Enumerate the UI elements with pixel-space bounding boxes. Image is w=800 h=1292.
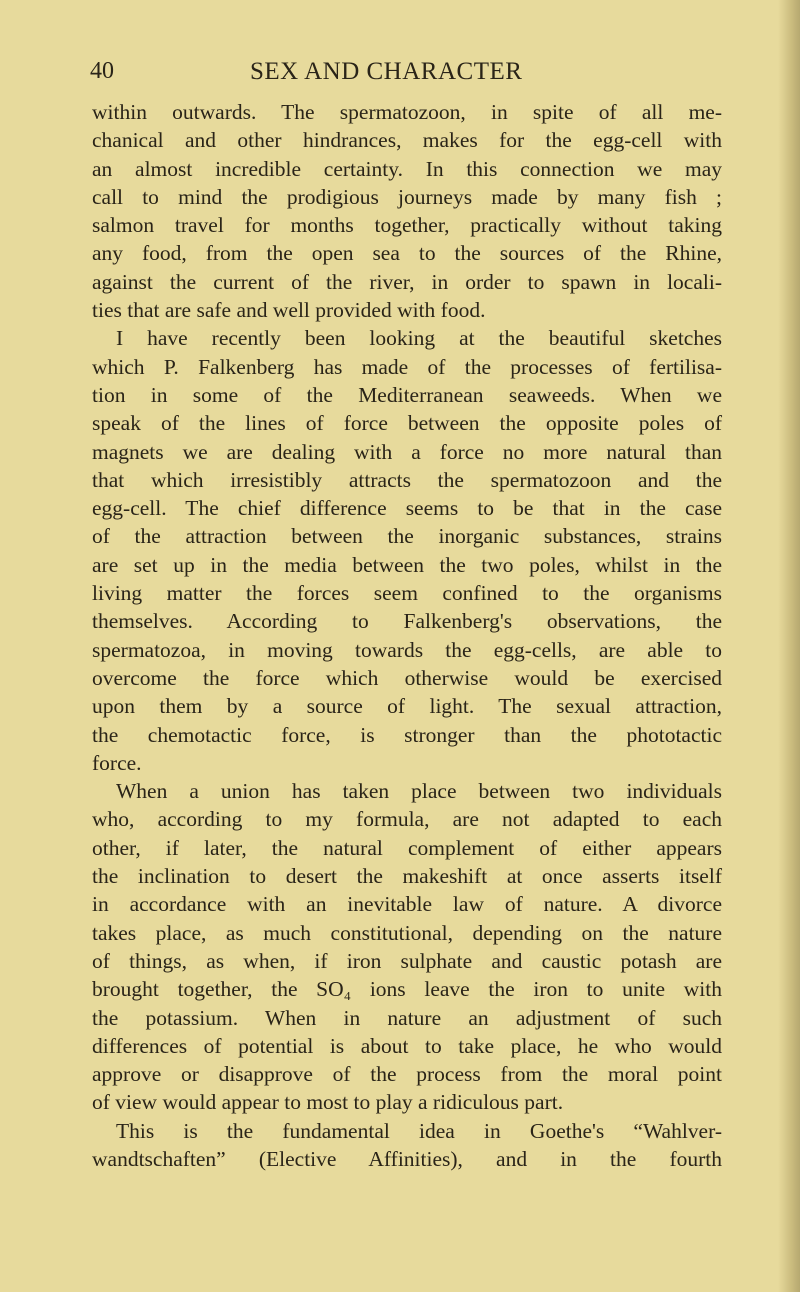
text-line: chanical and other hindrances, makes for the egg-cell with — [92, 128, 722, 153]
text-line: against the current of the river, in order to spawn in locali- — [92, 269, 722, 294]
text-line: force. — [92, 750, 142, 775]
text-line: the potassium. When in nature an adjustment of such — [92, 1005, 722, 1030]
text-line: When a union has taken place between two individuals — [116, 779, 722, 804]
text-line: tion in some of the Mediterranean seaweeds. When we — [92, 382, 722, 407]
text-line: upon them by a source of light. The sexual attraction, — [92, 694, 722, 719]
text-line: of view would appear to most to play a ridiculous part. — [92, 1090, 564, 1115]
text-line: ties that are safe and well provided with food. — [92, 298, 486, 323]
text-line: in accordance with an inevitable law of nature. A divorce — [92, 892, 722, 917]
text-line: are set up in the media between the two poles, whilst in the — [92, 552, 722, 577]
text-line: This is the fundamental idea in Goethe's “Wahlver- — [116, 1118, 722, 1143]
text-line: differences of potential is about to take place, he who would — [92, 1033, 722, 1058]
page-number: 40 — [90, 58, 114, 84]
running-head: SEX AND CHARACTER — [250, 58, 523, 85]
text-line: any food, from the open sea to the sources of the Rhine, — [92, 241, 722, 266]
page-body-text — [92, 98, 722, 1173]
text-line: speak of the lines of force between the opposite poles of — [92, 411, 722, 436]
page-edge-shadow — [778, 0, 800, 1292]
text-line: the inclination to desert the makeshift at once asserts itself — [92, 864, 722, 889]
text-line: which P. Falkenberg has made of the processes of fertilisa- — [92, 354, 722, 379]
text-line: approve or disapprove of the process from the moral point — [92, 1062, 722, 1087]
text-line: takes place, as much constitutional, depending on the nature — [92, 920, 722, 945]
text-line: of the attraction between the inorganic substances, strains — [92, 524, 722, 549]
page-header — [90, 58, 730, 88]
text-line: magnets we are dealing with a force no more natural than — [92, 439, 722, 464]
text-line: I have recently been looking at the beautiful sketches — [116, 326, 722, 351]
text-line: themselves. According to Falkenberg's observations, the — [92, 609, 722, 634]
text-line: an almost incredible certainty. In this connection we may — [92, 156, 722, 181]
text-line: wandtschaften” (Elective Affinities), and in the fourth — [92, 1146, 722, 1171]
text-line: spermatozoa, in moving towards the egg-cells, are able to — [92, 637, 722, 662]
text-line: brought together, the SO₄ ions leave the iron to unite with — [92, 977, 722, 1002]
text-line: who, according to my formula, are not adapted to each — [92, 807, 722, 832]
text-line: that which irresistibly attracts the spermatozoon and the — [92, 467, 722, 492]
text-line: overcome the force which otherwise would be exercised — [92, 665, 722, 690]
text-line: living matter the forces seem confined to the organisms — [92, 581, 722, 606]
text-line: salmon travel for months together, practically without taking — [92, 213, 722, 238]
text-line: within outwards. The spermatozoon, in spite of all me- — [92, 100, 722, 124]
text-line: egg-cell. The chief difference seems to be that in the case — [92, 496, 722, 521]
text-line: call to mind the prodigious journeys made by many fish ; — [92, 184, 722, 209]
text-line: other, if later, the natural complement of either appears — [92, 835, 722, 860]
text-line: the chemotactic force, is stronger than the phototactic — [92, 722, 722, 747]
text-line: of things, as when, if iron sulphate and caustic potash are — [92, 948, 722, 973]
